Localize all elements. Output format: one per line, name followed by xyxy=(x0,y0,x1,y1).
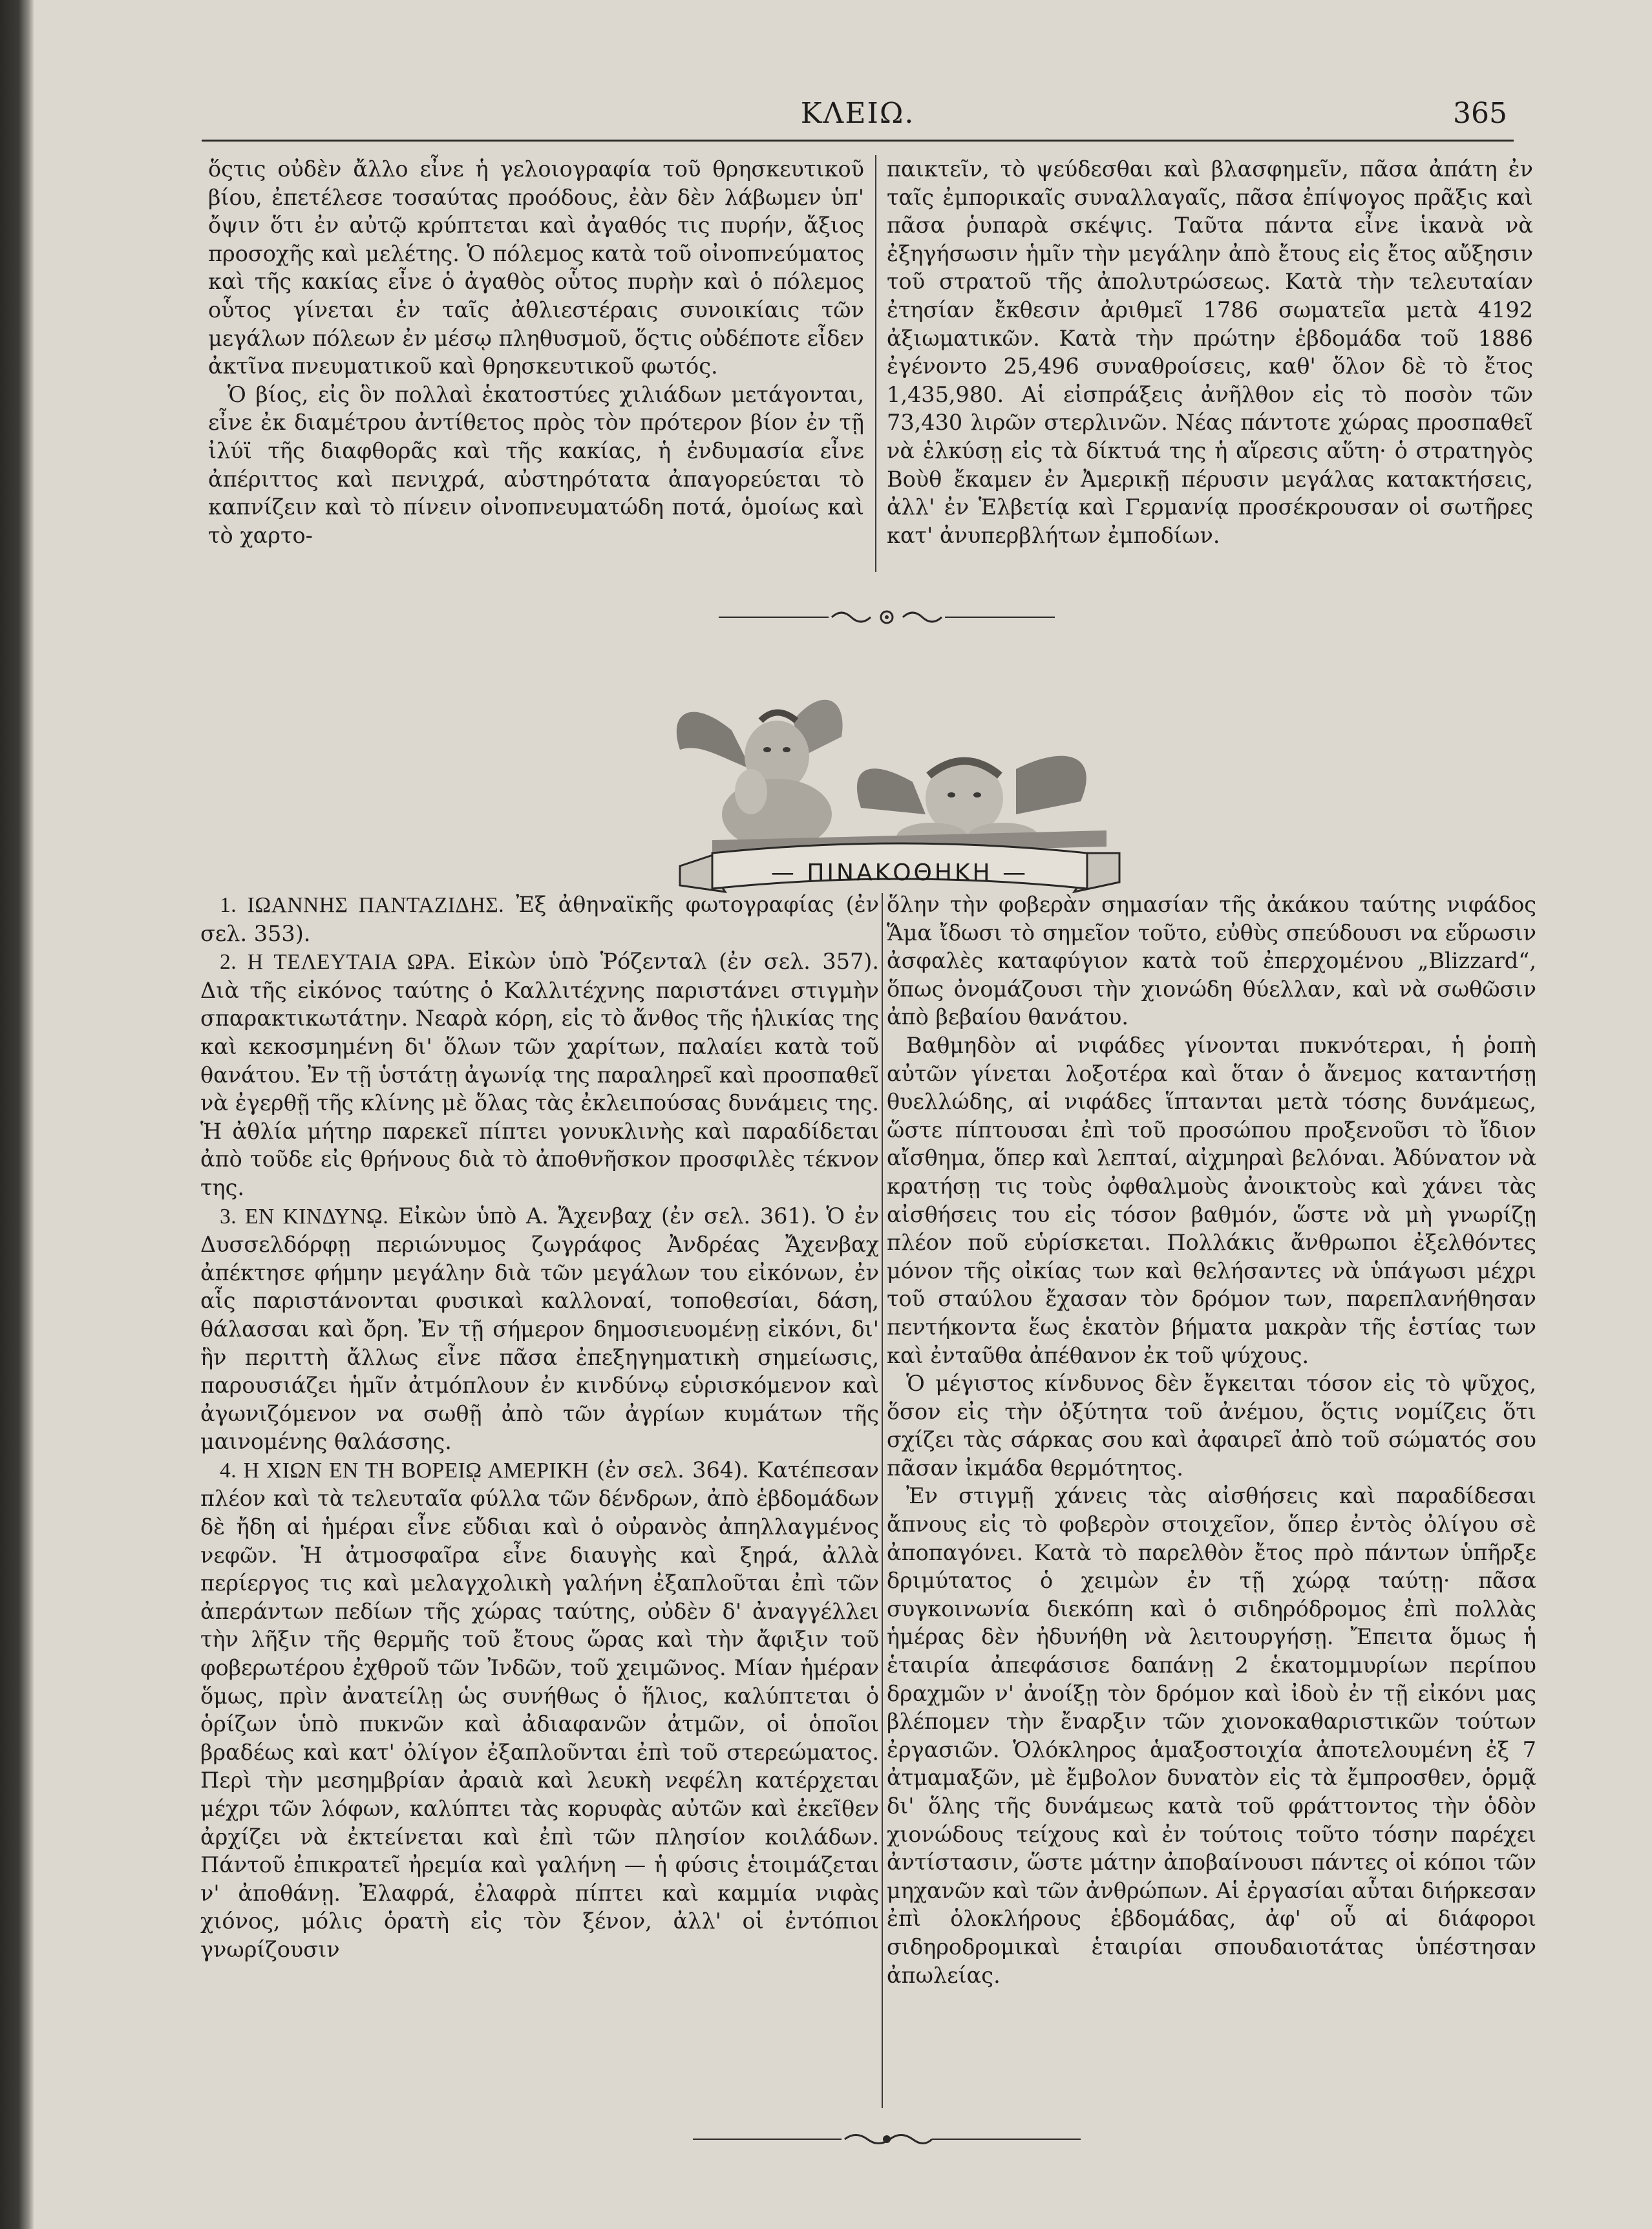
journal-page xyxy=(34,0,1652,2229)
entry-heading: 3. ΕΝ ΚΙΝΔΥΝῼ. xyxy=(220,1204,389,1229)
gallery-left-column xyxy=(200,891,879,2125)
page-number: 365 xyxy=(1453,97,1507,130)
banner-title: — ΠΙΝΑΚΟΘΗΚΗ — xyxy=(770,860,1029,886)
paragraph: Ἐν στιγμῇ χάνεις τὰς αἰσθήσεις καὶ παραδίδεσαι ἄπνους εἰς τὸ φοβερὸν στοιχεῖον, ὅπερ ἐντὸς ὀλίγου σὲ ἀποπαγόνει. Κατὰ τὸ παρελθὸν ἔτος πρὸ πάντων ὑπῆρξε δριμύτατος ὁ χειμὼν ἐν τῇ χώρᾳ ταύτῃ· πᾶσα συγκοινωνία διεκόπη καὶ ὁ σιδηρόδρομος ἐπὶ πολλὰς ἡμέρας δὲν ἠδυνήθη νὰ λειτουργήσῃ. Ἔπειτα ὅμως ἡ ἑταιρία ἀπεφάσισε δαπάνῃ 2 ἑκατομμυρίων περίπου δραχμῶν ν' ἀνοίξῃ τὸν δρόμον καὶ ἰδοὺ ἐν τῇ εἰκόνι μας βλέπομεν τὴν ἔναρξιν τῶν χιονοκαθαριστικῶν τούτων ἐργασιῶν. Ὁλόκληρος ἁμαξοστοιχία ἀποτελουμένη ἐξ 7 ἀτμαμαξῶν, μὲ ἔμβολον δυνατὸν εἰς τὰ ἔμπροσθεν, ὁρμᾷ δι' ὅλης τῆς δυνάμεως κατὰ τοῦ φράττοντος τὴν ὁδὸν χιονώδους τείχους καὶ ἐν τούτοις τοῦτο τόσην παρέχει ἀντίστασιν, ὥστε μάτην ἀποβαίνουσι πάντες οἱ κόποι τῶν μηχανῶν καὶ τῶν ἀνθρώπων. Αἱ ἐργασίαι αὗται διήρκεσαν ἐπὶ ὁλοκλήρους ἑβδομάδας, ἀφ' οὗ αἱ διάφοροι σιδηροδρομικαὶ ἑταιρίαι σπουδαιοτάτας ὑπέστησαν ἀπωλείας. xyxy=(887,1483,1536,1988)
paragraph: ὅλην τὴν φοβερὰν σημασίαν τῆς ἀκάκου ταύτης νιφάδος Ἅμα ἴδωσι τὸ σημεῖον τοῦτο, εὐθὺς σπεύδουσι να εὕρωσιν ἀσφαλὲς καταφύγιον κατὰ τοῦ ἐπερχομένου „Blizzard“, ὅπως ὀνομάζουσι τὴν χιονώδη θύελλαν, καὶ νὰ σωθῶσιν ἀπὸ βεβαίου θανάτου. xyxy=(887,892,1536,1030)
section-ornament xyxy=(719,604,1055,630)
gallery-entry-4 xyxy=(200,1456,879,1964)
entry-text: (ἐν σελ. 364). Κατέπεσαν πλέον καὶ τὰ τελευταῖα φύλλα τῶν δένδρων, ἀπὸ ἑβδομάδων δὲ ἤδη αἱ ἡμέραι εἶνε εὔδιαι καὶ ὁ οὐρανὸς ἀπηλλαγμένος νεφῶν. Ἡ ἀτμοσφαῖρα εἶνε διαυγὴς καὶ ξηρά, ἀλλὰ περίεργος τις καὶ μελαγχολικὴ γαλήνη ἐξαπλοῦται ἐπὶ τῶν ἀπεράντων πεδίων τῆς χώρας ταύτης, οὐδὲν δ' ἀναγγέλλει τὴν λῆξιν τῆς θερμῆς τοῦ ἔτους ὥρας καὶ τὴν ἄφιξιν τοῦ φοβερωτέρου ἐχθροῦ τῶν Ἰνδῶν, τοῦ χειμῶνος. Μίαν ἡμέραν ὅμως, πρὶν ἀνατείλῃ ὡς συνήθως ὁ ἥλιος, καλύπτεται ὁ ὁρίζων ὑπὸ πυκνῶν καὶ ἀδιαφανῶν ἀτμῶν, οἱ ὁποῖοι βραδέως καὶ κατ' ὀλίγον ἐξαπλοῦνται ἐπὶ τοῦ στερεώματος. Περὶ τὴν μεσημβρίαν ἀραιὰ καὶ λευκὴ νεφέλη κατέρχεται μέχρι τῶν λόφων, καλύπτει τὰς κορυφὰς αὐτῶν καὶ ἐκεῖθεν ἀρχίζει νὰ ἐκτείνεται καὶ ἐπὶ τῶν πλησίον κοιλάδων. Πάντοῦ ἐπικρατεῖ ἠρεμία καὶ γαλήνη — ἡ φύσις ἑτοιμάζεται ν' ἀποθάνῃ. Ἐλαφρά, ἐλαφρὰ πίπτει καὶ καμμία νιφὰς χιόνος, μόλις ὁρατὴ εἰς τὸν ξένον, ἀλλ' οἱ ἐντόπιοι γνωρίζουσιν xyxy=(200,1457,879,1962)
journal-title: ΚΛΕΙΩ. xyxy=(800,97,915,130)
entry-heading: 4. Η ΧΙΩΝ ΕΝ ΤΗ ΒΟΡΕΙῼ ΑΜΕΡΙΚΗ xyxy=(220,1458,589,1483)
paragraph: ὅςτις οὐδὲν ἄλλο εἶνε ἡ γελοιογραφία τοῦ θρησκευτικοῦ βίου, ἐπετέλεσε τοσαύτας προόδους, ἐὰν δὲν λάβωμεν ὑπ' ὄψιν ὅτι ἐν αὐτῷ κρύπτεται καὶ ἀγαθός τις πυρήν, ἄξιος προσοχῆς καὶ μελέτης. Ὁ πόλεμος κατὰ τοῦ οἰνοπνεύματος καὶ τῆς κακίας εἶνε ὁ ἀγαθὸς οὗτος πυρὴν καὶ ὁ πόλεμος οὗτος γίνεται ἐν ταῖς ἀθλιεστέραις συνοικίαις τῶν μεγάλων πόλεων ἐν μέσῳ πληθυσμοῦ, ὅςτις οὐδέποτε εἶδεν ἀκτῖνα πνευματικοῦ καὶ θρησκευτικοῦ φωτός. xyxy=(208,156,864,379)
gallery-entry-1 xyxy=(200,891,879,947)
top-right-column xyxy=(887,155,1533,575)
entry-heading: 2. Η ΤΕΛΕΥΤΑΙΑ ΩΡΑ. xyxy=(220,950,456,975)
top-left-column xyxy=(208,155,864,575)
column-divider xyxy=(875,155,876,572)
entry-text: Εἰκὼν ὑπὸ Α. Ἄχενβαχ (ἐν σελ. 361). Ὁ ἐν Δυσσελδόρφῃ περιώνυμος ζωγράφος Ἀνδρέας Ἄχενβαχ ἀπέκτησε φήμην μεγάλην διὰ τῶν μεγάλων του εἰκόνων, ἐν αἷς παριστάνονται φυσικαὶ καλλοναί, τοποθεσίαι, δάση, θάλασσαι καὶ ὄρη. Ἐν τῇ σήμερον δημοσιευομένῃ εἰκόνι, δι' ἣν περιττὴ ἄλλως εἶνε πᾶσα ἐπεξηγηματικὴ σημείωσις, παρουσιάζει ἡμῖν ἀτμόπλουν ἐν κινδύνῳ εὑρισκόμενον καὶ ἀγωνιζόμενον να σωθῇ ἀπὸ τῶν ἀγρίων κυμάτων τῆς μαινομένης θαλάσσης. xyxy=(200,1203,879,1455)
end-ornament xyxy=(693,2128,1081,2151)
paragraph: Βαθμηδὸν αἱ νιφάδες γίνονται πυκνότεραι, ἡ ῥοπὴ αὐτῶν γίνεται λοξοτέρα καὶ ὅταν ὁ ἄνεμος καταντήσῃ θυελλώδης, αἱ νιφάδες ἵπτανται μετὰ τόσης δυνάμεως, ὥστε πίπτουσαι ἐπὶ τοῦ προσώπου προξενοῦσι τὸ ἴδιον αἴσθημα, ὅπερ καὶ λεπταί, αἰχμηραὶ βελόναι. Ἀδύνατον νὰ κρατήσῃ τις τοὺς ὀφθαλμοὺς ἀνοικτοὺς καὶ χάνει τὰς αἰσθήσεις του εἰς τόσον βαθμόν, ὥστε νὰ μὴ γνωρίζῃ πλέον ποῦ εὑρίσκεται. Πολλάκις ἄνθρωποι ἐξελθόντες μόνον τῆς οἰκίας των καὶ θελήσαντες νὰ ὑπάγωσι μέχρι τοῦ σταύλου ἔχασαν τὸν δρόμον των, παρεπλανήθησαν πεντήκοντα ἕως ἑκατὸν βήματα μακρὰν τῆς ἑστίας των καὶ ἐνταῦθα ἀπέθανον ἐκ τοῦ ψύχους. xyxy=(887,1032,1536,1368)
column-divider xyxy=(882,893,883,2108)
running-head xyxy=(208,97,1507,136)
paragraph: Ὁ μέγιστος κίνδυνος δὲν ἔγκειται τόσον εἰς τὸ ψῦχος, ὅσον εἰς τὴν ὀξύτητα τοῦ ἀνέμου, ὅςτις νομίζεις ὅτι σχίζει τὰς σάρκας σου καὶ ἀφαιρεῖ ἀπὸ τοῦ σώματός σου πᾶσαν ἰκμάδα θερμότητος. xyxy=(887,1371,1536,1481)
gallery-entry-3 xyxy=(200,1202,879,1456)
gallery-right-column xyxy=(887,891,1536,2125)
header-rule xyxy=(202,140,1514,142)
gallery-entry-2 xyxy=(200,947,879,1201)
book-gutter xyxy=(0,0,34,2229)
cherubs-vignette xyxy=(654,659,1145,902)
entry-text: Ἐξ ἀθηναϊκῆς φωτογραφίας (ἐν σελ. 353). xyxy=(200,892,879,946)
entry-heading: 1. ΙΩΑΝΝΗΣ ΠΑΝΤΑΖΙΔΗΣ. xyxy=(220,893,505,917)
paragraph: Ὁ βίος, εἰς ὃν πολλαὶ ἑκατοστύες χιλιάδων μετάγονται, εἶνε ἐκ διαμέτρου ἀντίθετος πρὸς τὸν πρότερον βίον ἐν τῇ ἰλύϊ τῆς διαφθορᾶς καὶ τῆς κακίας, ἡ ἐνδυμασία εἶνε ἀπέριττος καὶ πενιχρά, αὐστηρότατα ἀπαγορεύεται τὸ καπνίζειν καὶ τὸ πίνειν οἰνοπνευματώδη ποτά, ὁμοίως καὶ τὸ χαρτο- xyxy=(208,381,864,548)
entry-text: Εἰκὼν ὑπὸ Ῥόζενταλ (ἐν σελ. 357). Διὰ τῆς εἰκόνος ταύτης ὁ Καλλιτέχνης παριστάνει στιγμὴν σπαρακτικωτάτην. Νεαρὰ κόρη, εἰς τὸ ἄνθος τῆς ἡλικίας της καὶ κεκοσμημένη δι' ὅλων τῶν χαρίτων, παλαίει κατὰ τοῦ θανάτου. Ἐν τῇ ὑστάτῃ ἀγωνίᾳ της παραληρεῖ καὶ προσπαθεῖ νὰ ἐγερθῇ τῆς κλίνης μὲ ὅλας τὰς ἐκλειπούσας δυνάμεις της. Ἡ ἀθλία μήτηρ παρεκεῖ πίπτει γονυκλινὴς καὶ παραδίδεται ἀπὸ τοῦδε εἰς θρήνους διὰ τὸ ἀποθνῆσκον προσφιλὲς τέκνον της. xyxy=(200,949,879,1200)
paragraph: παικτεῖν, τὸ ψεύδεσθαι καὶ βλασφημεῖν, πᾶσα ἀπάτη ἐν ταῖς ἐμπορικαῖς συναλλαγαῖς, πᾶσα ἐπίψογος πρᾶξις καὶ πᾶσα ῥυπαρὰ σκέψις. Ταῦτα πάντα εἶνε ἱκανὰ νὰ ἐξηγήσωσιν ἡμῖν τὴν μεγάλην ἀπὸ ἔτους εἰς ἔτος αὔξησιν τοῦ στρατοῦ τῆς ἀπολυτρώσεως. Κατὰ τὴν τελευταίαν ἐτησίαν ἔκθεσιν ἀριθμεῖ 1786 σωματεῖα μετὰ 4192 ἀξιωματικῶν. Κατὰ τὴν πρώτην ἑβδομάδα τοῦ 1886 ἐγένοντο 25,496 συναθροίσεις, καθ' ὅλον δὲ τὸ ἔτος 1,435,980. Αἱ εἰσπράξεις ἀνῆλθον εἰς τὸ ποσὸν τῶν 73,430 λιρῶν στερλινῶν. Νέας πάντοτε χώρας προσπαθεῖ νὰ ἑλκύσῃ εἰς τὰ δίκτυά της ἡ αἵρεσις αὕτη· ὁ στρατηγὸς Βοὺθ ἔκαμεν ἐν Ἀμερικῇ πέρυσιν μεγάλας κατακτήσεις, ἀλλ' ἐν Ἑλβετίᾳ καὶ Γερμανίᾳ προσέκρουσαν οἱ σωτῆρες κατ' ἀνυπερβλήτων ἐμποδίων. xyxy=(887,156,1533,548)
